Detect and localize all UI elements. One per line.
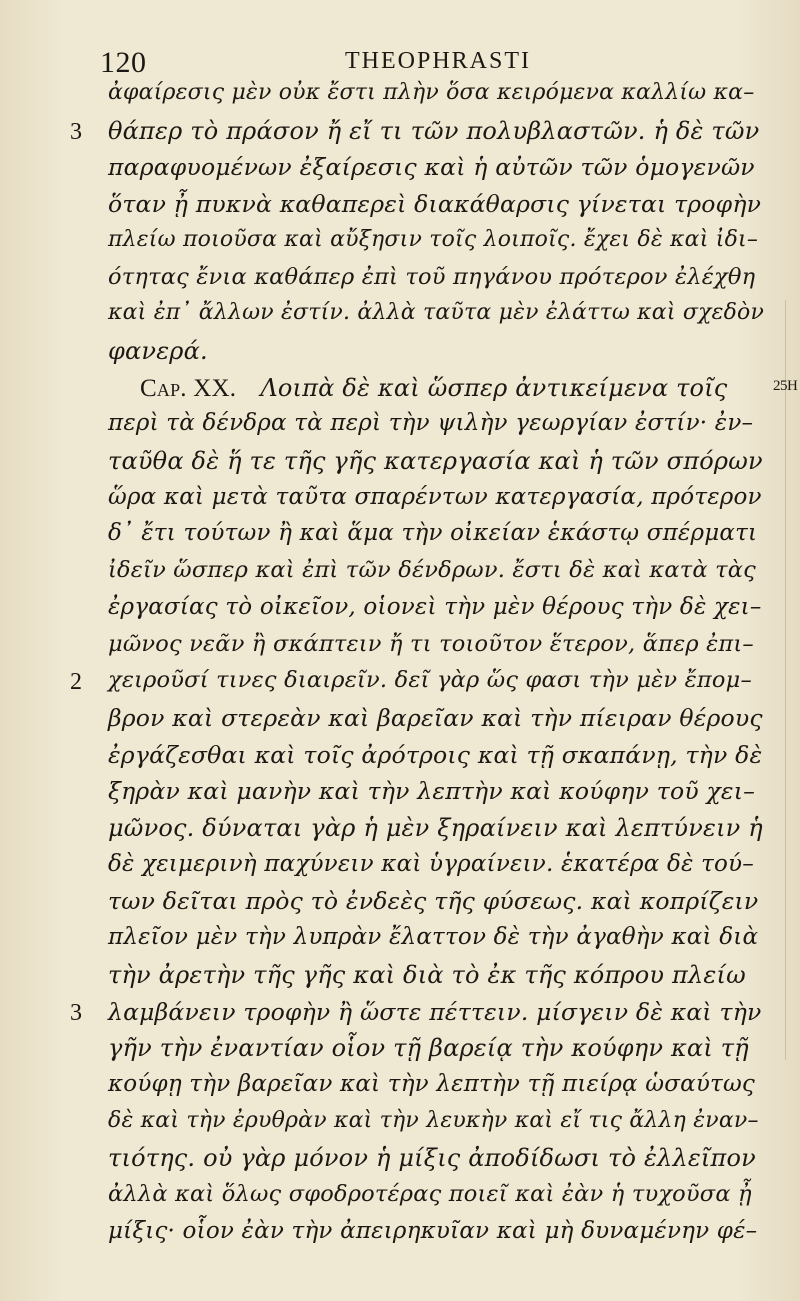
page-number: 120 <box>100 46 147 79</box>
line-text: χειροῦσί τινες διαιρεῖν. δεῖ γὰρ ὥς φασι τὴν μὲν ἔπομ– <box>108 667 752 694</box>
line-text: περὶ τὰ δένδρα τὰ περὶ τὴν ψιλὴν γεωργίαν ἐστίν· ἐν– <box>108 410 754 437</box>
text-line <box>0 667 800 707</box>
text-line <box>0 594 800 634</box>
section-number: 3 <box>70 999 82 1026</box>
line-text: πλεῖον μὲν τὴν λυπρὰν ἔλαττον δὲ τὴν ἀγαθὴν καὶ διὰ <box>108 924 759 951</box>
text-line <box>0 520 800 560</box>
text-line <box>0 337 800 377</box>
line-text: βρον καὶ στερεὰν καὶ βαρεῖαν καὶ τὴν πίειραν θέρους <box>108 703 763 732</box>
text-line <box>0 1144 800 1184</box>
text-line <box>0 741 800 781</box>
line-text: πλείω ποιοῦσα καὶ αὔξησιν τοῖς λοιποῖς. ἔχει δὲ καὶ ἰδι– <box>108 226 759 252</box>
text-line <box>0 704 800 744</box>
text-line <box>0 190 800 230</box>
line-text: τὴν ἀρετὴν τῆς γῆς καὶ διὰ τὸ ἐκ τῆς κόπρου πλείω <box>108 960 746 989</box>
line-text: ἰδεῖν ὥσπερ καὶ ἐπὶ τῶν δένδρων. ἔστι δὲ καὶ κατὰ τὰς <box>108 557 756 584</box>
section-number: 2 <box>70 669 82 696</box>
text-line <box>0 117 800 157</box>
text-line <box>0 777 800 817</box>
line-text: των δεῖται πρὸς τὸ ἐνδεὲς τῆς φύσεως. καὶ κοπρίζειν <box>108 887 759 916</box>
line-text: γῆν τὴν ἐναντίαν οἷον τῇ βαρείᾳ τὴν κούφην καὶ τῇ <box>108 1034 749 1063</box>
text-line <box>0 410 800 450</box>
line-text: δὲ καὶ τὴν ἐρυθρὰν καὶ τὴν λευκὴν καὶ εἴ τις ἄλλη ἐναν– <box>108 1107 759 1133</box>
text-line <box>0 264 800 304</box>
line-text: ὅταν ᾖ πυκνὰ καθαπερεὶ διακάθαρσις γίνεται τροφὴν <box>108 190 762 219</box>
line-text: ἐργάζεσθαι καὶ τοῖς ἀρότροις καὶ τῇ σκαπάνῃ, τὴν δὲ <box>108 740 763 769</box>
line-text: μῶνος νεᾶν ἢ σκάπτειν ἤ τι τοιοῦτον ἕτερον, ἅπερ ἐπι– <box>108 630 754 657</box>
text-line <box>0 1071 800 1111</box>
line-text: δὲ χειμερινὴ παχύνειν καὶ ὑγραίνειν. ἑκατέρα δὲ τού– <box>108 850 754 877</box>
text-line <box>0 851 800 891</box>
line-text: θάπερ τὸ πράσον ἤ εἴ τι τῶν πολυβλαστῶν. ἡ δὲ τῶν <box>108 116 760 145</box>
text-line <box>0 447 800 487</box>
text-line <box>0 557 800 597</box>
line-text: ξηρὰν καὶ μανὴν καὶ τὴν λεπτὴν καὶ κούφην τοῦ χει– <box>108 777 756 806</box>
line-text: ἐργασίας τὸ οἰκεῖον, οἱονεὶ τὴν μὲν θέρους τὴν δὲ χει– <box>108 593 762 620</box>
line-text: λαμβάνειν τροφὴν ἢ ὥστε πέττειν. μίσγειν δὲ καὶ τὴν <box>108 997 762 1026</box>
line-text: μίξις· οἷον ἐὰν τὴν ἀπειρηκυῖαν καὶ μὴ δυναμένην φέ– <box>108 1217 758 1244</box>
chapter-number: XX. <box>193 374 237 402</box>
chapter-label: Cap. <box>140 374 187 402</box>
chapter-line <box>140 374 727 403</box>
text-line <box>0 80 800 120</box>
text-line <box>0 998 800 1038</box>
line-text: δ᾿ ἔτι τούτων ἢ καὶ ἅμα τὴν οἰκείαν ἑκάστῳ σπέρματι <box>108 520 758 547</box>
text-line <box>0 1034 800 1074</box>
line-text: ταῦθα δὲ ἥ τε τῆς γῆς κατεργασία καὶ ἡ τῶν σπόρων <box>108 447 763 475</box>
text-line <box>0 814 800 854</box>
line-text: ότητας ἔνια καθάπερ ἐπὶ τοῦ πηγάνου πρότερον ἐλέχθη <box>108 263 756 290</box>
running-head: THEOPHRASTI <box>345 48 532 74</box>
line-text: κούφῃ τὴν βαρεῖαν καὶ τὴν λεπτὴν τῇ πιείρᾳ ὡσαύτως <box>108 1070 756 1097</box>
line-text: φανερά. <box>108 336 208 365</box>
line-text: τιότης. οὐ γὰρ μόνον ἡ μίξις ἀποδίδωσι τὸ ἐλλεῖπον <box>108 1144 756 1173</box>
line-text: ἀλλὰ καὶ ὅλως σφοδροτέρας ποιεῖ καὶ ἐὰν ἡ τυχοῦσα ᾖ <box>108 1181 752 1207</box>
text-line <box>0 153 800 193</box>
text-line <box>0 887 800 927</box>
section-number: 3 <box>70 118 82 145</box>
line-text: παραφυομένων ἐξαίρεσις καὶ ἡ αὐτῶν τῶν ὁμογενῶν <box>108 153 755 182</box>
text-line <box>0 631 800 671</box>
text-line <box>0 924 800 964</box>
text-line <box>0 227 800 267</box>
text-line <box>0 374 800 414</box>
line-text: καὶ ἐπ᾿ ἄλλων ἐστίν. ἀλλὰ ταῦτα μὲν ἐλάττω καὶ σχεδὸν <box>108 300 765 326</box>
text-line <box>0 1108 800 1148</box>
margin-reference: 25H <box>773 377 798 394</box>
text-line <box>0 1218 800 1258</box>
text-line <box>0 961 800 1001</box>
line-text: ὥρα καὶ μετὰ ταῦτα σπαρέντων κατεργασία, πρότερον <box>108 483 762 510</box>
text-line <box>0 300 800 340</box>
text-line <box>0 1181 800 1221</box>
line-text: Λοιπὰ δὲ καὶ ὥσπερ ἀντικείμενα τοῖς <box>260 373 728 402</box>
text-line <box>0 484 800 524</box>
line-text: μῶνος. δύναται γὰρ ἡ μὲν ξηραίνειν καὶ λεπτύνειν ἡ <box>108 814 763 842</box>
line-text: ἀφαίρεσις μὲν οὐκ ἔστι πλὴν ὅσα κειρόμενα καλλίω κα– <box>108 80 755 105</box>
chapter-heading <box>140 375 236 402</box>
